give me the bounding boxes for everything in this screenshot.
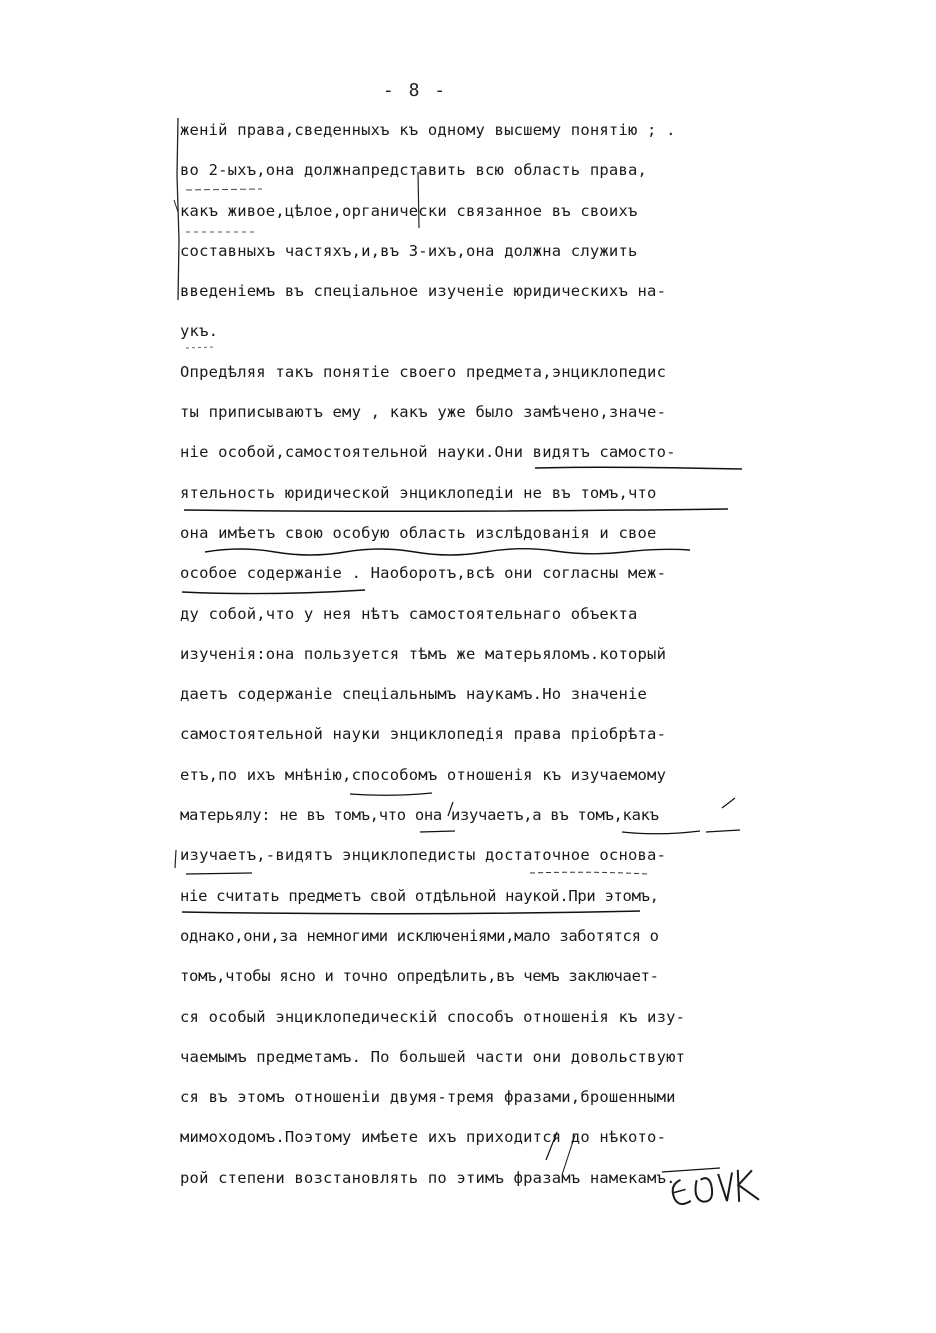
text-line: изучаетъ,-видятъ энциклопедисты достаточное основа- (180, 846, 667, 865)
text-line: ся въ этомъ отношеніи двумя-тремя фразами,брошенными (180, 1088, 676, 1107)
text-line: матерьялу: не въ томъ,что она изучаетъ,а въ томъ,какъ (180, 806, 659, 825)
text-line: особое содержаніе . Наоборотъ,всѣ они согласны меж- (180, 564, 667, 583)
text-line: ніе считать предметъ свой отдѣльной наукой.При этомъ, (180, 886, 659, 905)
text-line: томъ,чтобы ясно и точно опредѣлить,въ чемъ заключает- (180, 967, 659, 986)
text-line: введеніемъ въ спеціальное изученіе юридическихъ на- (180, 282, 667, 301)
text-line: укъ. (180, 322, 219, 341)
text-line: составныхъ частяхъ,и,въ 3-ихъ,она должна служить (180, 241, 638, 260)
text-line: даетъ содержаніе спеціальнымъ наукамъ.Но значеніе (180, 685, 648, 704)
typewritten-text (180, 110, 780, 1198)
text-line: етъ,по ихъ мнѣнію,способомъ отношенія къ изучаемому (180, 765, 667, 784)
text-line: чаемымъ предметамъ. По большей части они довольствуют (180, 1047, 686, 1066)
margin-tick (174, 200, 178, 212)
text-line: ду собой,что у нея нѣтъ самостоятельнаго объекта (180, 604, 638, 623)
text-line: Опредѣляя такъ понятіе своего предмета,энциклопедис (180, 362, 667, 381)
text-line: ся особый энциклопедическій способъ отношенія къ изу- (180, 1007, 686, 1026)
page-number: - 8 - (382, 80, 448, 101)
text-line: ты приписываютъ ему , какъ уже было замѣчено,значе- (180, 403, 667, 422)
text-line: ніе особой,самостоятельной науки.Они видятъ самосто- (180, 443, 676, 462)
text-line: однако,они,за немногими исключеніями,мало заботятся о (180, 926, 659, 945)
signature-icon (666, 1161, 770, 1215)
text-line: женій права,сведенныхъ къ одному высшему понятію ; . (180, 121, 676, 139)
margin-line (177, 118, 179, 300)
text-line: она имѣетъ свою особую область изслѣдованія и свое (180, 523, 657, 542)
text-line: ятельность юридической энциклопедіи не въ томъ,что (180, 483, 657, 502)
text-line: мимоходомъ.Поэтому имѣете ихъ приходится до нѣкото- (180, 1128, 667, 1147)
text-line: какъ живое,цѣлое,органически связанное въ своихъ (180, 201, 638, 220)
text-line: самостоятельной науки энциклопедія права пріобрѣта- (180, 725, 667, 744)
margin-tick (175, 850, 176, 868)
handwritten-signature (666, 1161, 771, 1223)
text-line: изученія:она пользуется тѣмъ же матерьяломъ.который (180, 644, 667, 663)
text-line: рой степени возстановлять по этимъ фразамъ намекамъ. (180, 1168, 676, 1187)
text-line: во 2-ыхъ,она должнапредставить всю область права, (180, 161, 648, 180)
